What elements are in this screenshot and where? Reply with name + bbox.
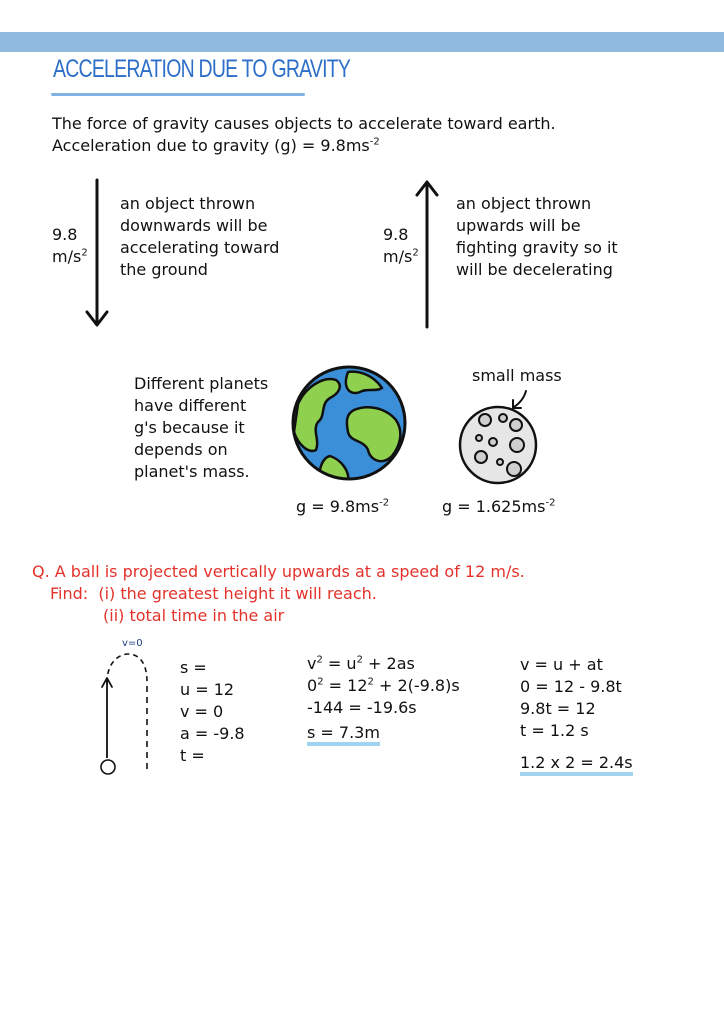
top-banner — [0, 32, 724, 52]
solution-time — [520, 654, 633, 774]
moon-g-text: g = 1.625ms — [442, 497, 546, 516]
variable-line: t = — [180, 746, 205, 765]
eq-exp: 2 — [317, 676, 324, 688]
intro-line-2 — [52, 135, 556, 157]
eq-part: + 2(-9.8)s — [373, 676, 460, 695]
down-line: accelerating toward — [120, 238, 280, 257]
solution-height-answer: s = 7.3m — [307, 723, 380, 746]
question-text — [32, 561, 525, 627]
moon-g-label — [442, 496, 555, 518]
title-underline — [51, 93, 305, 96]
solution-height-line-3: -144 = -19.6s — [307, 698, 417, 717]
up-arrow-number: 9.8 — [383, 225, 409, 244]
solution-height-line-2 — [307, 675, 460, 697]
planets-line: g's because it — [134, 418, 245, 437]
up-arrow-icon — [414, 177, 440, 329]
solution-time-line: v = u + at — [520, 655, 603, 674]
intro-line-2-exp: -2 — [369, 136, 380, 148]
down-line: the ground — [120, 260, 208, 279]
solution-height-line-1 — [307, 653, 460, 675]
planets-line: Different planets — [134, 374, 269, 393]
solution-time-line: 9.8t = 12 — [520, 699, 596, 718]
find-part-1: (i) the greatest height it will reach. — [98, 584, 377, 603]
up-arrow-unit-exp: 2 — [412, 247, 419, 259]
variable-line: v = 0 — [180, 702, 224, 721]
planets-line: planet's mass. — [134, 462, 250, 481]
intro-line-2-text: Acceleration due to gravity (g) = 9.8ms — [52, 136, 370, 155]
down-arrow-description — [120, 193, 279, 281]
earth-g-exp: -2 — [379, 497, 390, 509]
planets-description — [134, 373, 268, 483]
up-line: an object thrown — [456, 194, 592, 213]
up-line: will be decelerating — [456, 260, 613, 279]
eq-part: + 2as — [362, 654, 415, 673]
up-arrow-description — [456, 193, 618, 281]
down-line: an object thrown — [120, 194, 256, 213]
variables-list — [180, 657, 245, 767]
moon-g-exp: -2 — [545, 497, 556, 509]
eq-part: v — [307, 654, 317, 673]
eq-part: = u — [322, 654, 357, 673]
intro-text — [52, 113, 556, 157]
variable-line: a = -9.8 — [180, 724, 245, 743]
page-title: ACCELERATION DUE TO GRAVITY — [53, 55, 351, 83]
apex-label: v=0 — [122, 638, 143, 649]
planets-line: depends on — [134, 440, 228, 459]
variable-line: u = 12 — [180, 680, 235, 699]
earth-g-text: g = 9.8ms — [296, 497, 380, 516]
solution-height — [307, 653, 460, 744]
down-arrow-number: 9.8 — [52, 225, 78, 244]
question-line-1: Q. A ball is projected vertically upwards at a speed of 12 m/s. — [32, 562, 525, 581]
intro-line-1: The force of gravity causes objects to accelerate toward earth. — [52, 114, 556, 133]
solution-height-answer-row — [307, 722, 460, 744]
variable-line: s = — [180, 658, 207, 677]
question-find-line — [32, 583, 525, 605]
eq-part: 0 — [307, 676, 318, 695]
earth-g-label — [296, 496, 389, 518]
eq-part: = 12 — [323, 676, 368, 695]
down-arrow-icon — [84, 178, 110, 330]
down-arrow-value — [52, 224, 88, 268]
question-part-2-line — [32, 605, 525, 627]
down-arrow-unit-exp: 2 — [81, 247, 88, 259]
solution-time-answer-row — [520, 752, 633, 774]
solution-time-answer: 1.2 x 2 = 2.4s — [520, 753, 633, 776]
earth-icon — [290, 364, 408, 482]
find-part-2: (ii) total time in the air — [103, 606, 285, 625]
down-arrow-unit — [52, 246, 88, 268]
planets-line: have different — [134, 396, 247, 415]
down-line: downwards will be — [120, 216, 268, 235]
moon-icon — [457, 404, 539, 486]
down-arrow-unit-text: m/s — [52, 247, 82, 266]
up-arrow-unit-text: m/s — [383, 247, 413, 266]
find-label: Find: — [50, 584, 89, 603]
eq-exp: 2 — [367, 676, 374, 688]
eq-exp: 2 — [356, 654, 363, 666]
small-mass-label: small mass — [472, 366, 562, 385]
up-line: upwards will be — [456, 216, 581, 235]
ball-icon — [99, 758, 117, 776]
solution-time-line: t = 1.2 s — [520, 721, 589, 740]
up-line: fighting gravity so it — [456, 238, 618, 257]
eq-exp: 2 — [316, 654, 323, 666]
solution-time-line: 0 = 12 - 9.8t — [520, 677, 622, 696]
